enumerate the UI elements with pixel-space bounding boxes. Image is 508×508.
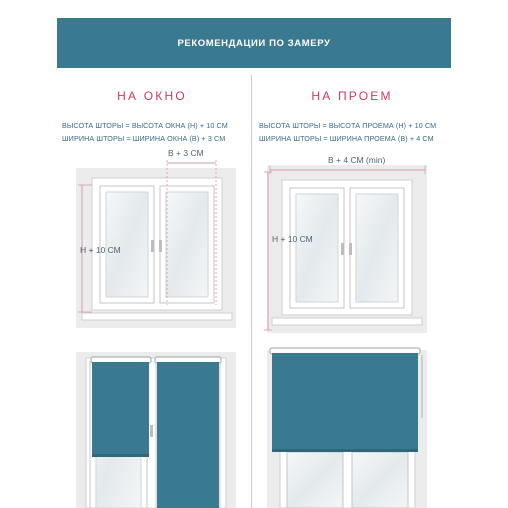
blind-fabric <box>272 353 418 451</box>
right-width-label: В + 4 СМ (min) <box>328 155 386 165</box>
blind-fabric-right <box>157 362 219 508</box>
right-opening-measure <box>264 165 427 333</box>
right-opening-blind-result <box>267 348 427 508</box>
left-height-label: Н + 10 СМ <box>80 245 121 255</box>
right-formula-width: ШИРИНА ШТОРЫ = ШИРИНА ПРОЕМА (В) + 4 СМ <box>259 134 434 143</box>
left-window-blinds-result <box>76 352 236 508</box>
handle-right <box>349 243 352 255</box>
right-glass <box>166 192 208 297</box>
right-height-label: Н + 10 СМ <box>272 234 313 244</box>
right-heading: НА ПРОЕМ <box>311 89 393 103</box>
window-sill <box>272 318 422 325</box>
right-formula-height: ВЫСОТА ШТОРЫ = ВЫСОТА ПРОЕМА (Н) + 10 СМ <box>259 121 437 130</box>
handle-right <box>159 240 162 252</box>
left-formula-width: ШИРИНА ШТОРЫ = ШИРИНА ОКНА (В) + 3 СМ <box>62 134 226 143</box>
right-glass <box>352 452 408 508</box>
window-sill <box>82 313 232 320</box>
handle-left <box>341 243 344 255</box>
left-heading: НА ОКНО <box>117 89 187 103</box>
left-glass <box>287 452 343 508</box>
left-formula-height: ВЫСОТА ШТОРЫ = ВЫСОТА ОКНА (Н) + 10 СМ <box>62 121 228 130</box>
banner-title: РЕКОМЕНДАЦИИ ПО ЗАМЕРУ <box>177 37 331 49</box>
left-window-measure <box>76 160 236 328</box>
left-width-label: В + 3 СМ <box>168 148 204 158</box>
handle <box>150 425 153 437</box>
blind-fabric-left <box>92 362 149 456</box>
handle-left <box>151 240 154 252</box>
